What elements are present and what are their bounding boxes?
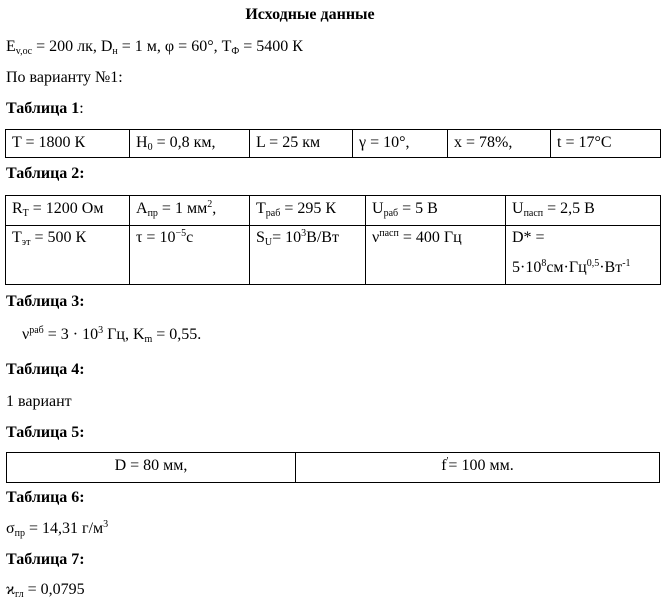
nu-value: = 400 Гц — [398, 229, 462, 246]
ev-value: = 200 лк, — [32, 38, 101, 55]
urab-subscript: раб — [383, 208, 399, 219]
tau-superscript: −5 — [175, 228, 187, 239]
table5-cell-focal-length — [296, 453, 660, 483]
urab-value: = 5 В — [398, 200, 438, 217]
table1-cell-air-temp: t = 17°C — [551, 130, 661, 158]
table2-cell-area — [130, 196, 250, 226]
detectivity-label: D* = — [512, 229, 545, 246]
table1-cell-height — [130, 130, 250, 158]
kappa-subscript: гл — [14, 589, 24, 600]
table-5 — [6, 452, 660, 483]
table2-row-2 — [6, 226, 661, 285]
f-prime: ' — [446, 456, 449, 467]
given-data-line — [6, 38, 303, 56]
table2-cell-detectivity — [506, 226, 661, 285]
sigma-symbol: σ — [6, 520, 15, 537]
detectivity-unit-a: см·Гц — [546, 259, 587, 276]
table1-cell-angle: γ = 10°, — [353, 130, 448, 158]
detectivity-exp-w: -1 — [622, 258, 631, 269]
trab-subscript: раб — [265, 208, 281, 219]
apr-value: = 1 мм — [157, 200, 208, 217]
h0-value: = 0,8 км, — [152, 134, 216, 151]
sigma-superscript: 3 — [103, 519, 109, 530]
table2-cell-time-constant — [130, 226, 250, 285]
tet-value: = 500 К — [30, 229, 87, 246]
table2-cell-passport-frequency — [366, 226, 506, 285]
page-title: Исходные данные — [245, 6, 375, 23]
table2-heading: Таблица 2: — [6, 165, 85, 182]
su-value: = 10 — [272, 229, 302, 246]
f-value: = 100 мм. — [448, 457, 514, 474]
table2-row-1 — [6, 196, 661, 226]
table1-colon: : — [79, 100, 84, 117]
table2-cell-ref-temp — [6, 226, 130, 285]
tf-value: = 5400 К — [239, 38, 303, 55]
table1-cell-humidity: x = 78%, — [448, 130, 551, 158]
upasp-value: = 2,5 В — [543, 200, 595, 217]
ev-symbol: E — [6, 38, 16, 55]
traб-symbol: T — [256, 200, 266, 217]
tau-value: τ = 10 — [136, 229, 176, 246]
variant-line: По варианту №1: — [6, 69, 123, 86]
sigma-value: = 14,31 г/м — [24, 520, 104, 537]
h0-symbol: H — [136, 134, 148, 151]
table6-formula — [6, 520, 108, 538]
table6-heading: Таблица 6: — [6, 489, 85, 506]
table3-heading: Таблица 3: — [6, 293, 85, 310]
kappa-symbol: ϰ — [6, 581, 15, 598]
detectivity-value — [512, 250, 660, 280]
dn-value: = 1 м, φ = 60°, — [117, 38, 222, 55]
table1-cell-distance: L = 25 км — [250, 130, 353, 158]
apr-superscript: 2 — [207, 199, 213, 210]
rt-subscript: T — [22, 208, 29, 219]
table-1 — [5, 129, 661, 158]
dn-symbol: D — [100, 38, 113, 55]
trab-value: = 295 К — [280, 200, 337, 217]
apr-symbol: A — [136, 200, 148, 217]
nu-rab-symbol: ν — [22, 326, 30, 343]
table7-heading: Таблица 7: — [6, 551, 85, 568]
nu-symbol: ν — [372, 229, 380, 246]
table5-heading: Таблица 5: — [6, 424, 85, 441]
tet-symbol: T — [12, 229, 22, 246]
dn-subscript: н — [112, 46, 118, 57]
table7-formula — [6, 581, 85, 599]
table1-row — [6, 130, 661, 158]
rt-value: = 1200 Ом — [28, 200, 104, 217]
urab-symbol: U — [372, 200, 384, 217]
su-superscript: 3 — [301, 228, 307, 239]
apr-end: , — [212, 200, 217, 217]
apr-subscript: пр — [147, 208, 158, 219]
detectivity-exp-hz: 0,5 — [586, 258, 600, 269]
table2-cell-passport-voltage — [506, 196, 661, 226]
f-symbol: f — [441, 457, 447, 474]
table-2 — [5, 195, 661, 285]
ev-subscript: v,oc — [15, 46, 33, 57]
tau-unit: с — [186, 229, 194, 246]
table3-formula — [22, 326, 201, 344]
nu-superscript: пасп — [379, 228, 399, 239]
table2-cell-sensitivity — [250, 226, 366, 285]
nu-rab-unit: Гц, — [103, 326, 133, 343]
table2-cell-work-voltage — [366, 196, 506, 226]
table5-row — [7, 453, 660, 483]
table4-text: 1 вариант — [6, 393, 72, 410]
detectivity-mantissa: 5·10 — [512, 259, 542, 276]
tet-subscript: эт — [21, 237, 31, 248]
su-symbol: S — [256, 229, 265, 246]
h0-subscript: 0 — [147, 142, 153, 153]
upasp-subscript: пасп — [523, 208, 544, 219]
su-subscript: U — [264, 237, 273, 248]
table2-cell-resistance — [6, 196, 130, 226]
table1-heading — [6, 100, 84, 118]
table2-cell-work-temp — [250, 196, 366, 226]
table1-cell-temperature: T = 1800 К — [6, 130, 130, 158]
nu-rab-superscript: раб — [29, 325, 44, 336]
nu-rab-exp: 3 — [98, 325, 104, 336]
km-value: = 0,55. — [152, 326, 202, 343]
kappa-value: = 0,0795 — [23, 581, 85, 598]
table4-heading: Таблица 4: — [6, 361, 85, 378]
km-symbol: K — [132, 326, 145, 343]
table5-cell-diameter: D = 80 мм, — [7, 453, 296, 483]
table1-label: Таблица 1 — [6, 100, 80, 117]
nu-rab-value: = 3 · 10 — [43, 326, 99, 343]
km-subscript: m — [144, 334, 153, 345]
detectivity-unit-b: ·Вт — [599, 259, 623, 276]
sigma-subscript: пр — [14, 528, 25, 539]
detectivity-exp: 8 — [541, 258, 547, 269]
tf-symbol: T — [221, 38, 232, 55]
su-unit: В/Вт — [306, 229, 339, 246]
rt-symbol: R — [12, 200, 23, 217]
tf-subscript: Ф — [231, 46, 240, 57]
upasp-symbol: U — [512, 200, 524, 217]
